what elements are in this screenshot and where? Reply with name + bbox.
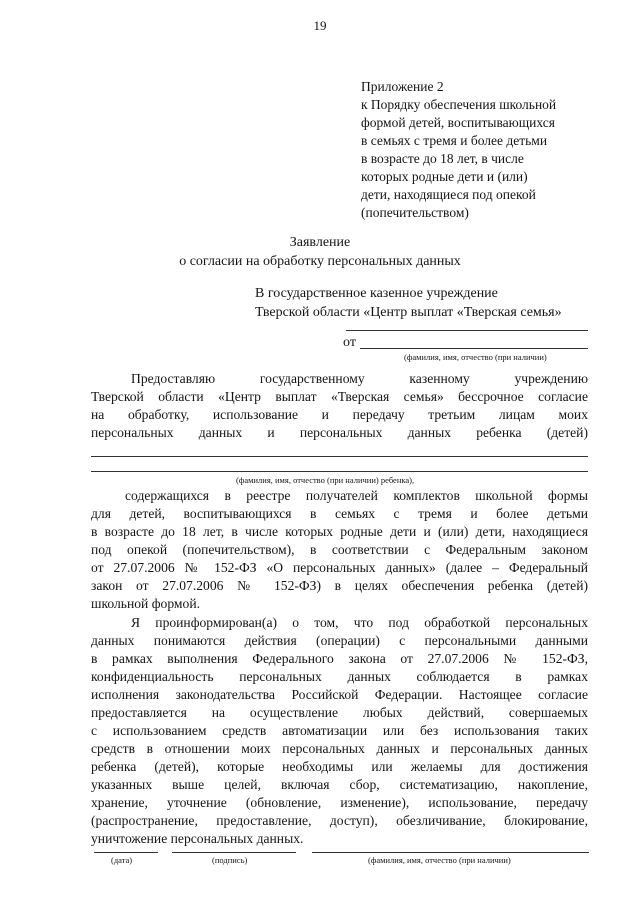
appendix-line: в возрасте до 18 лет, в числе (361, 151, 524, 166)
title-line-1: Заявление (289, 235, 351, 250)
signature-caption: (подпись) (212, 855, 248, 865)
para3-line: в рамках выполнения Федерального закона от 27.07.2006 № 152-ФЗ, (91, 651, 588, 666)
para3-line: хранение, уточнение (обновление, изменение), использование, передачу (91, 795, 588, 810)
signer-name-line[interactable] (312, 852, 589, 853)
addressee-block (255, 284, 562, 322)
appendix-line: (попечительством) (361, 205, 469, 220)
para3-line: предоставляется на осуществление любых действий, совершаемых (91, 705, 588, 720)
para3-line: ребенка (детей), которые необходимы или желаемы для достижения (91, 759, 588, 774)
child-caption: (фамилия, имя, отчество (при наличии) ребенка), (236, 475, 415, 485)
para1-line: Предоставляю государственному казенному учреждению (131, 371, 588, 386)
addressee-line-2: Тверской области «Центр выплат «Тверская семья» (255, 305, 562, 320)
para2-line: под опекой (попечительством), в соответствии с Федеральным законом (91, 542, 588, 557)
from-caption: (фамилия, имя, отчество (при наличии) (404, 352, 547, 362)
para1-line: персональных данных и персональных данных ребенка (детей) (91, 425, 588, 440)
page-number: 19 (313, 18, 327, 33)
para2-line: в возрасте до 18 лет, в числе которых родные дети и (или) дети, находящиеся (91, 524, 588, 539)
para3-line: (распространение, предоставление, доступ), обезличивание, блокирование, (91, 813, 588, 828)
appendix-line: дети, находящиеся под опекой (361, 187, 536, 202)
para2-line: для детей, воспитывающихся в семьях с тремя и более детьми (91, 506, 588, 521)
appendix-line: формой детей, воспитывающихся (361, 115, 555, 130)
addressee-line-1: В государственное казенное учреждение (255, 286, 498, 301)
appendix-line: которых родные дети и (или) (361, 169, 528, 184)
appendix-block (361, 78, 556, 222)
document-title (0, 233, 640, 271)
signature-line[interactable] (172, 852, 296, 853)
child-name-line-1[interactable] (91, 456, 588, 457)
para2-line: содержащихся в реестре получателей комплектов школьной формы (125, 488, 588, 503)
para3-line: указанных выше целей, включая сбор, систематизацию, накопление, (91, 777, 588, 792)
para3-line: конфиденциальность персональных данных соблюдается в рамках (91, 669, 588, 684)
para3-line: исполнения законодательства Российской Федерации. Настоящее согласие (91, 687, 588, 702)
from-label: от (343, 335, 356, 350)
para2-line: школьной формой. (91, 596, 200, 611)
appendix-line: Приложение 2 (361, 79, 444, 94)
applicant-name-line-1[interactable] (346, 330, 588, 331)
para2-line: закон от 27.07.2006 № 152-ФЗ) в целях обеспечения ребенка (детей) (91, 578, 588, 593)
para3-line: уничтожение персональных данных. (91, 831, 304, 846)
para3-line: средств в отношении моих персональных данных и персональных данных (91, 741, 588, 756)
para1-line: Тверской области «Центр выплат «Тверская семья» бессрочное согласие (91, 389, 588, 404)
para3-line: с использованием средств автоматизации или без использования таких (91, 723, 588, 738)
para2-line: от 27.07.2006 № 152-ФЗ «О персональных данных» (далее – Федеральный (91, 560, 588, 575)
para3-line: данных понимаются действия (операции) с персональными данными (91, 633, 588, 648)
para1-line: на обработку, использование и передачу третьим лицам моих (91, 407, 588, 422)
applicant-name-line-2[interactable] (360, 348, 588, 349)
signer-name-caption: (фамилия, имя, отчество (при наличии) (368, 855, 511, 865)
date-line[interactable] (94, 852, 158, 853)
date-caption: (дата) (111, 855, 133, 865)
appendix-line: к Порядку обеспечения школьной (361, 97, 557, 112)
child-name-line-2[interactable] (91, 471, 588, 472)
para3-line: Я проинформирован(а) о том, что под обработкой персональных (131, 615, 588, 630)
title-line-2: о согласии на обработку персональных данных (179, 254, 461, 269)
appendix-line: в семьях с тремя и более детьми (361, 133, 548, 148)
